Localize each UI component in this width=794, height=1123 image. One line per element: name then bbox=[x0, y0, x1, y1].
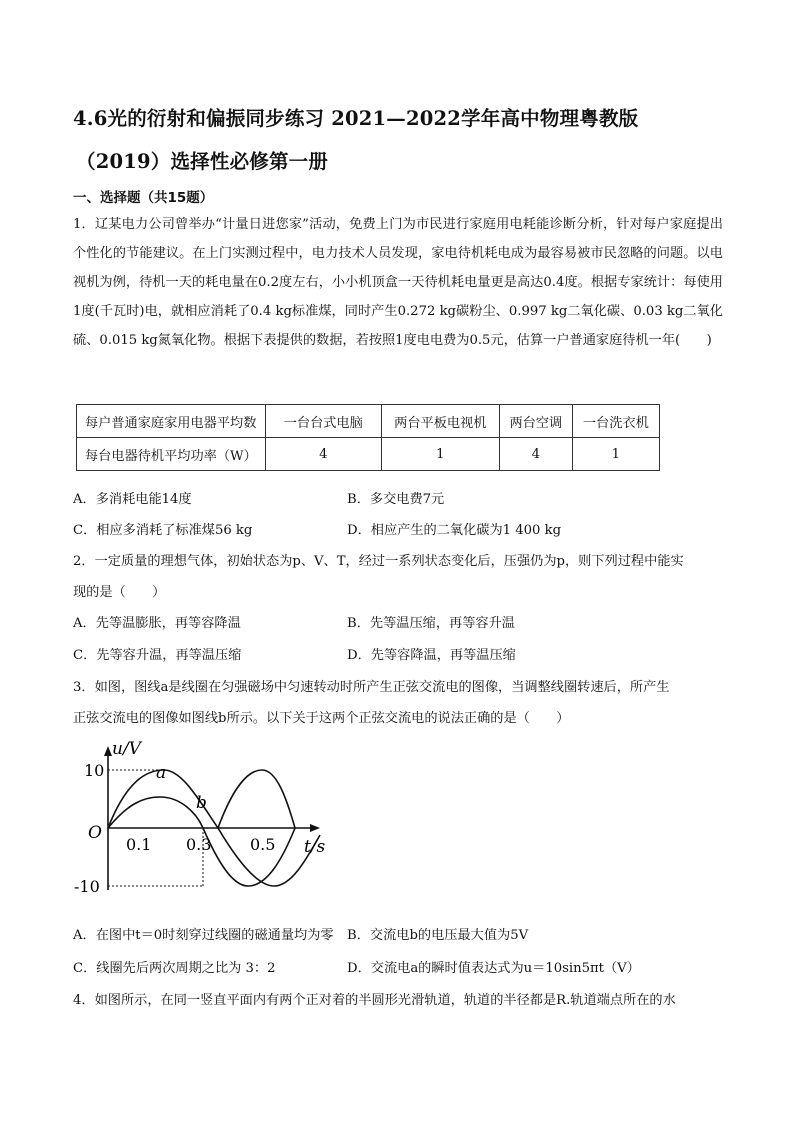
table-row bbox=[77, 438, 660, 471]
curve-a-second-peak bbox=[218, 770, 295, 828]
question-1-option-c: C．相应多消耗了标准煤56 kg bbox=[73, 523, 253, 538]
question-2-option-c: C．先等容升温，再等温压缩 bbox=[73, 648, 242, 663]
table-cell: 1 bbox=[381, 438, 499, 471]
curve-b-label: b bbox=[196, 793, 207, 813]
table-cell: 每户普通家庭家用电器平均数 bbox=[77, 405, 266, 438]
question-3-figure bbox=[72, 740, 332, 905]
table-cell: 1 bbox=[572, 438, 659, 471]
curve-a-label: a bbox=[156, 763, 167, 783]
y-min-label: -10 bbox=[74, 877, 100, 896]
question-3-stem-line1: 3．如图，图线a是线圈在匀强磁场中匀速转动时所产生正弦交流电的图像，当调整线圈转速后，所产生 bbox=[73, 680, 670, 695]
question-2-option-b: B．先等温压缩，再等容升温 bbox=[347, 616, 515, 631]
question-3-option-d: D．交流电a的瞬时值表达式为u＝10sin5πt（V） bbox=[347, 961, 640, 976]
table-cell: 两台平板电视机 bbox=[381, 405, 499, 438]
table-cell: 一台台式电脑 bbox=[265, 405, 381, 438]
question-1-option-a: A．多消耗电能14度 bbox=[73, 492, 192, 507]
table-header-row bbox=[77, 405, 660, 438]
table-cell: 两台空调 bbox=[499, 405, 572, 438]
table-cell: 4 bbox=[499, 438, 572, 471]
question-3-option-a: A．在图中t＝0时刻穿过线圈的磁通量均为零 bbox=[73, 928, 334, 943]
question-3-stem-line2: 正弦交流电的图像如图线b所示。以下关于这两个正弦交流电的说法正确的是（ ） bbox=[73, 711, 570, 726]
question-4-stem-line1: 4．如图所示，在同一竖直平面内有两个正对着的半圆形光滑轨道，轨道的半径都是R.轨道端点所在的水 bbox=[73, 993, 676, 1008]
question-2-stem-line1: 2．一定质量的理想气体，初始状态为p、V、T，经过一系列状态变化后，压强仍为p，则下列过程中能实 bbox=[73, 554, 684, 569]
question-2-option-d: D．先等容降温，再等温压缩 bbox=[347, 648, 516, 663]
question-2-stem-line2: 现的是（ ） bbox=[73, 585, 166, 600]
y-axis-arrow-icon bbox=[104, 746, 112, 756]
document-title-line1: 4.6光的衍射和偏振同步练习 2021—2022学年高中物理粤教版 bbox=[73, 107, 639, 130]
question-1-option-d: D．相应产生的二氧化碳为1 400 kg bbox=[347, 523, 562, 538]
question-3-option-b: B．交流电b的电压最大值为5V bbox=[347, 928, 529, 943]
question-1-stem: 1．辽某电力公司曾举办“计量日进您家”活动，免费上门为市民进行家庭用电耗能诊断分析，针对每户家庭提出个性化的节能建议。在上门实测过程中，电力技术人员发现，家电待机耗电成为最容易被市民忽略的问题。以电视机为例，待机一天的耗电量在0.2度左右，小小机顶盒一天待机耗电量更是高达0.4度。根据专家统计：每使用1度(千瓦时)电，就相应消耗了0.4 kg标准煤，同时产生0.272 kg碳粉尘、0.997 kg二氧化碳、0.03 kg二氧化硫、0.015 kg氮氧化物。根据下表提供的数据，若按照1度电电费为0.5元，估算一户普通家庭待机一年( ) bbox=[73, 217, 723, 348]
question-2-option-a: A．先等温膨胀，再等容降温 bbox=[73, 616, 241, 631]
section-heading: 一、选择题（共15题） bbox=[73, 190, 214, 206]
question-1-option-b: B．多交电费7元 bbox=[347, 492, 445, 507]
y-max-label: 10 bbox=[84, 761, 105, 780]
question-1-table bbox=[76, 404, 660, 471]
document-title-line2: （2019）选择性必修第一册 bbox=[76, 150, 329, 173]
origin-label: O bbox=[88, 823, 102, 843]
y-axis-label: u/V bbox=[112, 740, 141, 759]
x-axis-arrow-icon bbox=[310, 824, 320, 832]
x-tick-label: 0.3 bbox=[186, 835, 212, 854]
table-cell: 一台洗衣机 bbox=[572, 405, 659, 438]
x-tick-label: 0.5 bbox=[250, 835, 276, 854]
table-cell: 4 bbox=[265, 438, 381, 471]
question-3-option-c: C．线圈先后两次周期之比为 3：2 bbox=[73, 961, 276, 976]
table-cell: 每台电器待机平均功率（W） bbox=[77, 438, 266, 471]
x-axis-label: t/s bbox=[304, 837, 326, 857]
x-tick-label: 0.1 bbox=[126, 835, 152, 854]
